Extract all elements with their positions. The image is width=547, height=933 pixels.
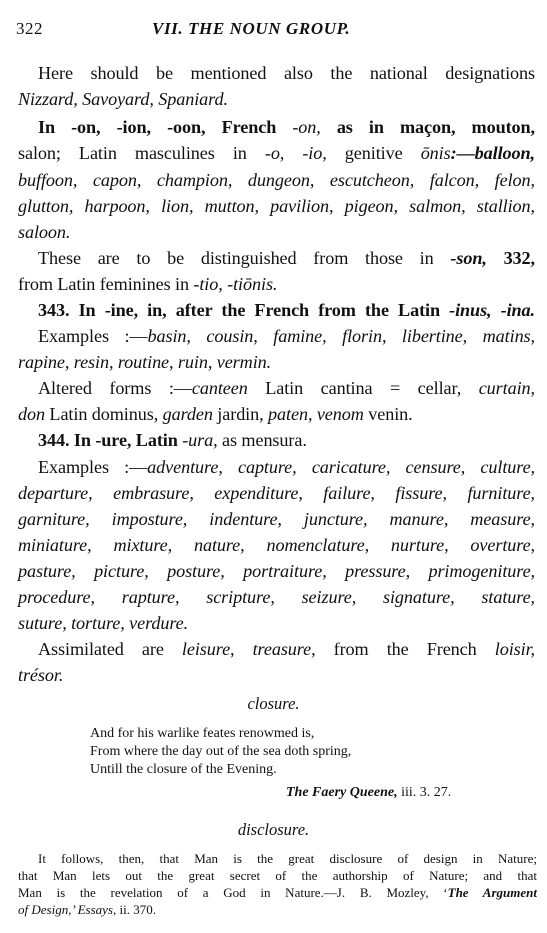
suffix: -son, [450,248,487,268]
paragraph-on-line-5 [18,223,547,241]
disclosure-line-3 [18,886,537,899]
closure-verse-line-3 [90,763,547,777]
suffix: ōnis [420,143,451,163]
suffix: -on, [292,117,321,137]
disclosure-line-1 [38,852,537,865]
text-span: from the French [315,639,495,659]
french-word: loisir, [494,639,535,659]
example-words: miniature, mixture, nature, nomenclature, nurture, overture, [18,535,535,555]
example-words: departure, embrasure, expenditure, failure, fissure, furniture, [18,483,535,503]
example-word: garden [162,404,213,424]
text-span: In -ure, Latin [69,430,183,450]
verse-line: From where the day out of the sea doth spring, [90,744,352,759]
example-word: curtain, [478,378,535,398]
paragraph-on-line-2 [18,144,535,162]
suffix: -ura, [182,430,218,450]
citation-reference: ii. 370. [116,902,156,917]
text-span: In -ine, in, after the French from the Latin [69,300,450,320]
paragraph-son-line-2 [18,275,547,293]
example-words: saloon. [18,222,71,242]
text-span: as mensura. [217,430,307,450]
section-number: 343. [38,300,70,320]
example-words: suture, torture, verdure. [18,613,189,633]
section-344-line-1 [38,431,547,449]
section-343-line-2 [38,327,535,345]
section-343-line-1 [38,301,535,319]
french-word: trésor. [18,665,64,685]
disclosure-heading [0,822,547,839]
example-words: garniture, imposture, indenture, juncture, manure, measure, [18,509,535,529]
text-span: genitive [326,143,421,163]
citation-title: The Faery Queene, [286,785,398,800]
example-words: pasture, picture, posture, portraiture, pressure, primogeniture, [18,561,535,581]
paragraph-assimilated-line-1 [38,640,535,658]
paragraph-national-line-2 [18,90,547,108]
paragraph-on-line-4 [18,197,535,215]
text-span: venin. [363,404,413,424]
section-344-line-8 [18,614,547,632]
closure-heading [0,696,547,713]
section-344-line-7 [18,588,535,606]
section-344-line-3 [18,484,535,502]
example-words: procedure, rapture, scripture, seizure, signature, stature, [18,587,535,607]
example-word: don [18,404,45,424]
section-344-line-4 [18,510,535,528]
heading-text: closure. [247,694,300,713]
example-words: glutton, harpoon, lion, mutton, pavilion, pigeon, salmon, stallion, [18,196,535,216]
text-span: Examples :— [38,457,148,477]
section-reference: 332, [486,248,535,268]
section-343-line-4 [38,379,535,397]
paragraph-son-line-1 [38,249,535,267]
verse-line: And for his warlike feates renowmed is, [90,726,315,741]
paragraph-assimilated-line-2 [18,666,547,684]
section-343-line-5 [18,405,547,423]
citation-title: Essays, [77,902,117,917]
heading-text: disclosure. [237,820,310,839]
disclosure-line-2 [18,869,537,882]
text-span: Assimilated are [38,639,182,659]
example-words: Nizzard, Savoyard, Spaniard. [18,89,228,109]
paragraph-on-line-1 [38,118,535,136]
paragraph-on-line-3 [18,171,535,189]
closure-verse-line-2 [90,745,547,759]
suffix: -o, -io, [264,143,327,163]
section-344-line-5 [18,536,535,554]
section-number: 344. [38,430,70,450]
example-word: canteen [191,378,248,398]
example-words: basin, cousin, famine, florin, libertine, matins, [147,326,535,346]
disclosure-line-4 [18,903,547,916]
page-number: 322 [16,19,43,38]
closure-citation [286,786,547,800]
text-span: salon; Latin masculines in [18,143,265,163]
text-span: Here should be mentioned also the national designations [38,63,535,83]
closure-verse-line-1 [90,727,547,741]
citation-title: The Argument [447,885,537,900]
quote-text: It follows, then, that Man is the great disclosure of design in Nature; [38,851,537,866]
text-span: Altered forms :— [38,378,192,398]
running-title: VII. THE NOUN GROUP. [152,19,351,38]
quote-text: Man is the revelation of a God in Nature.—J. B. Mozley, ‘ [18,885,448,900]
paragraph-national-line-1 [38,64,535,82]
text-span: In -on, -ion, -oon, French [38,117,293,137]
citation-title: of Design,’ [18,902,78,917]
text-span: from Latin feminines in [18,274,194,294]
text-span: Examples :— [38,326,148,346]
citation-reference: iii. 3. 27. [397,785,452,800]
example-words: rapine, resin, routine, ruin, vermin. [18,352,272,372]
example-words: :—balloon, [450,143,535,163]
quote-text: that Man lets out the great secret of the authorship of Nature; and that [18,868,537,883]
suffix: -tio, -tiōnis. [193,274,278,294]
verse-line: Untill the closure of the Evening. [90,762,277,777]
text-span: Latin dominus, [44,404,163,424]
text-span: These are to be distinguished from those in [38,248,451,268]
section-344-line-6 [18,562,535,580]
example-words: leisure, treasure, [181,639,316,659]
example-words: adventure, capture, caricature, censure, culture, [147,457,535,477]
example-words: buffoon, capon, champion, dungeon, escutcheon, falcon, felon, [18,170,535,190]
suffix: -inus, -ina. [449,300,535,320]
section-344-line-2 [38,458,535,476]
text-span: jardin, [212,404,269,424]
example-words: paten, venom [268,404,364,424]
text-span: Latin cantina = cellar, [247,378,479,398]
section-343-line-3 [18,353,547,371]
text-span: as in maçon, mouton, [320,117,536,137]
